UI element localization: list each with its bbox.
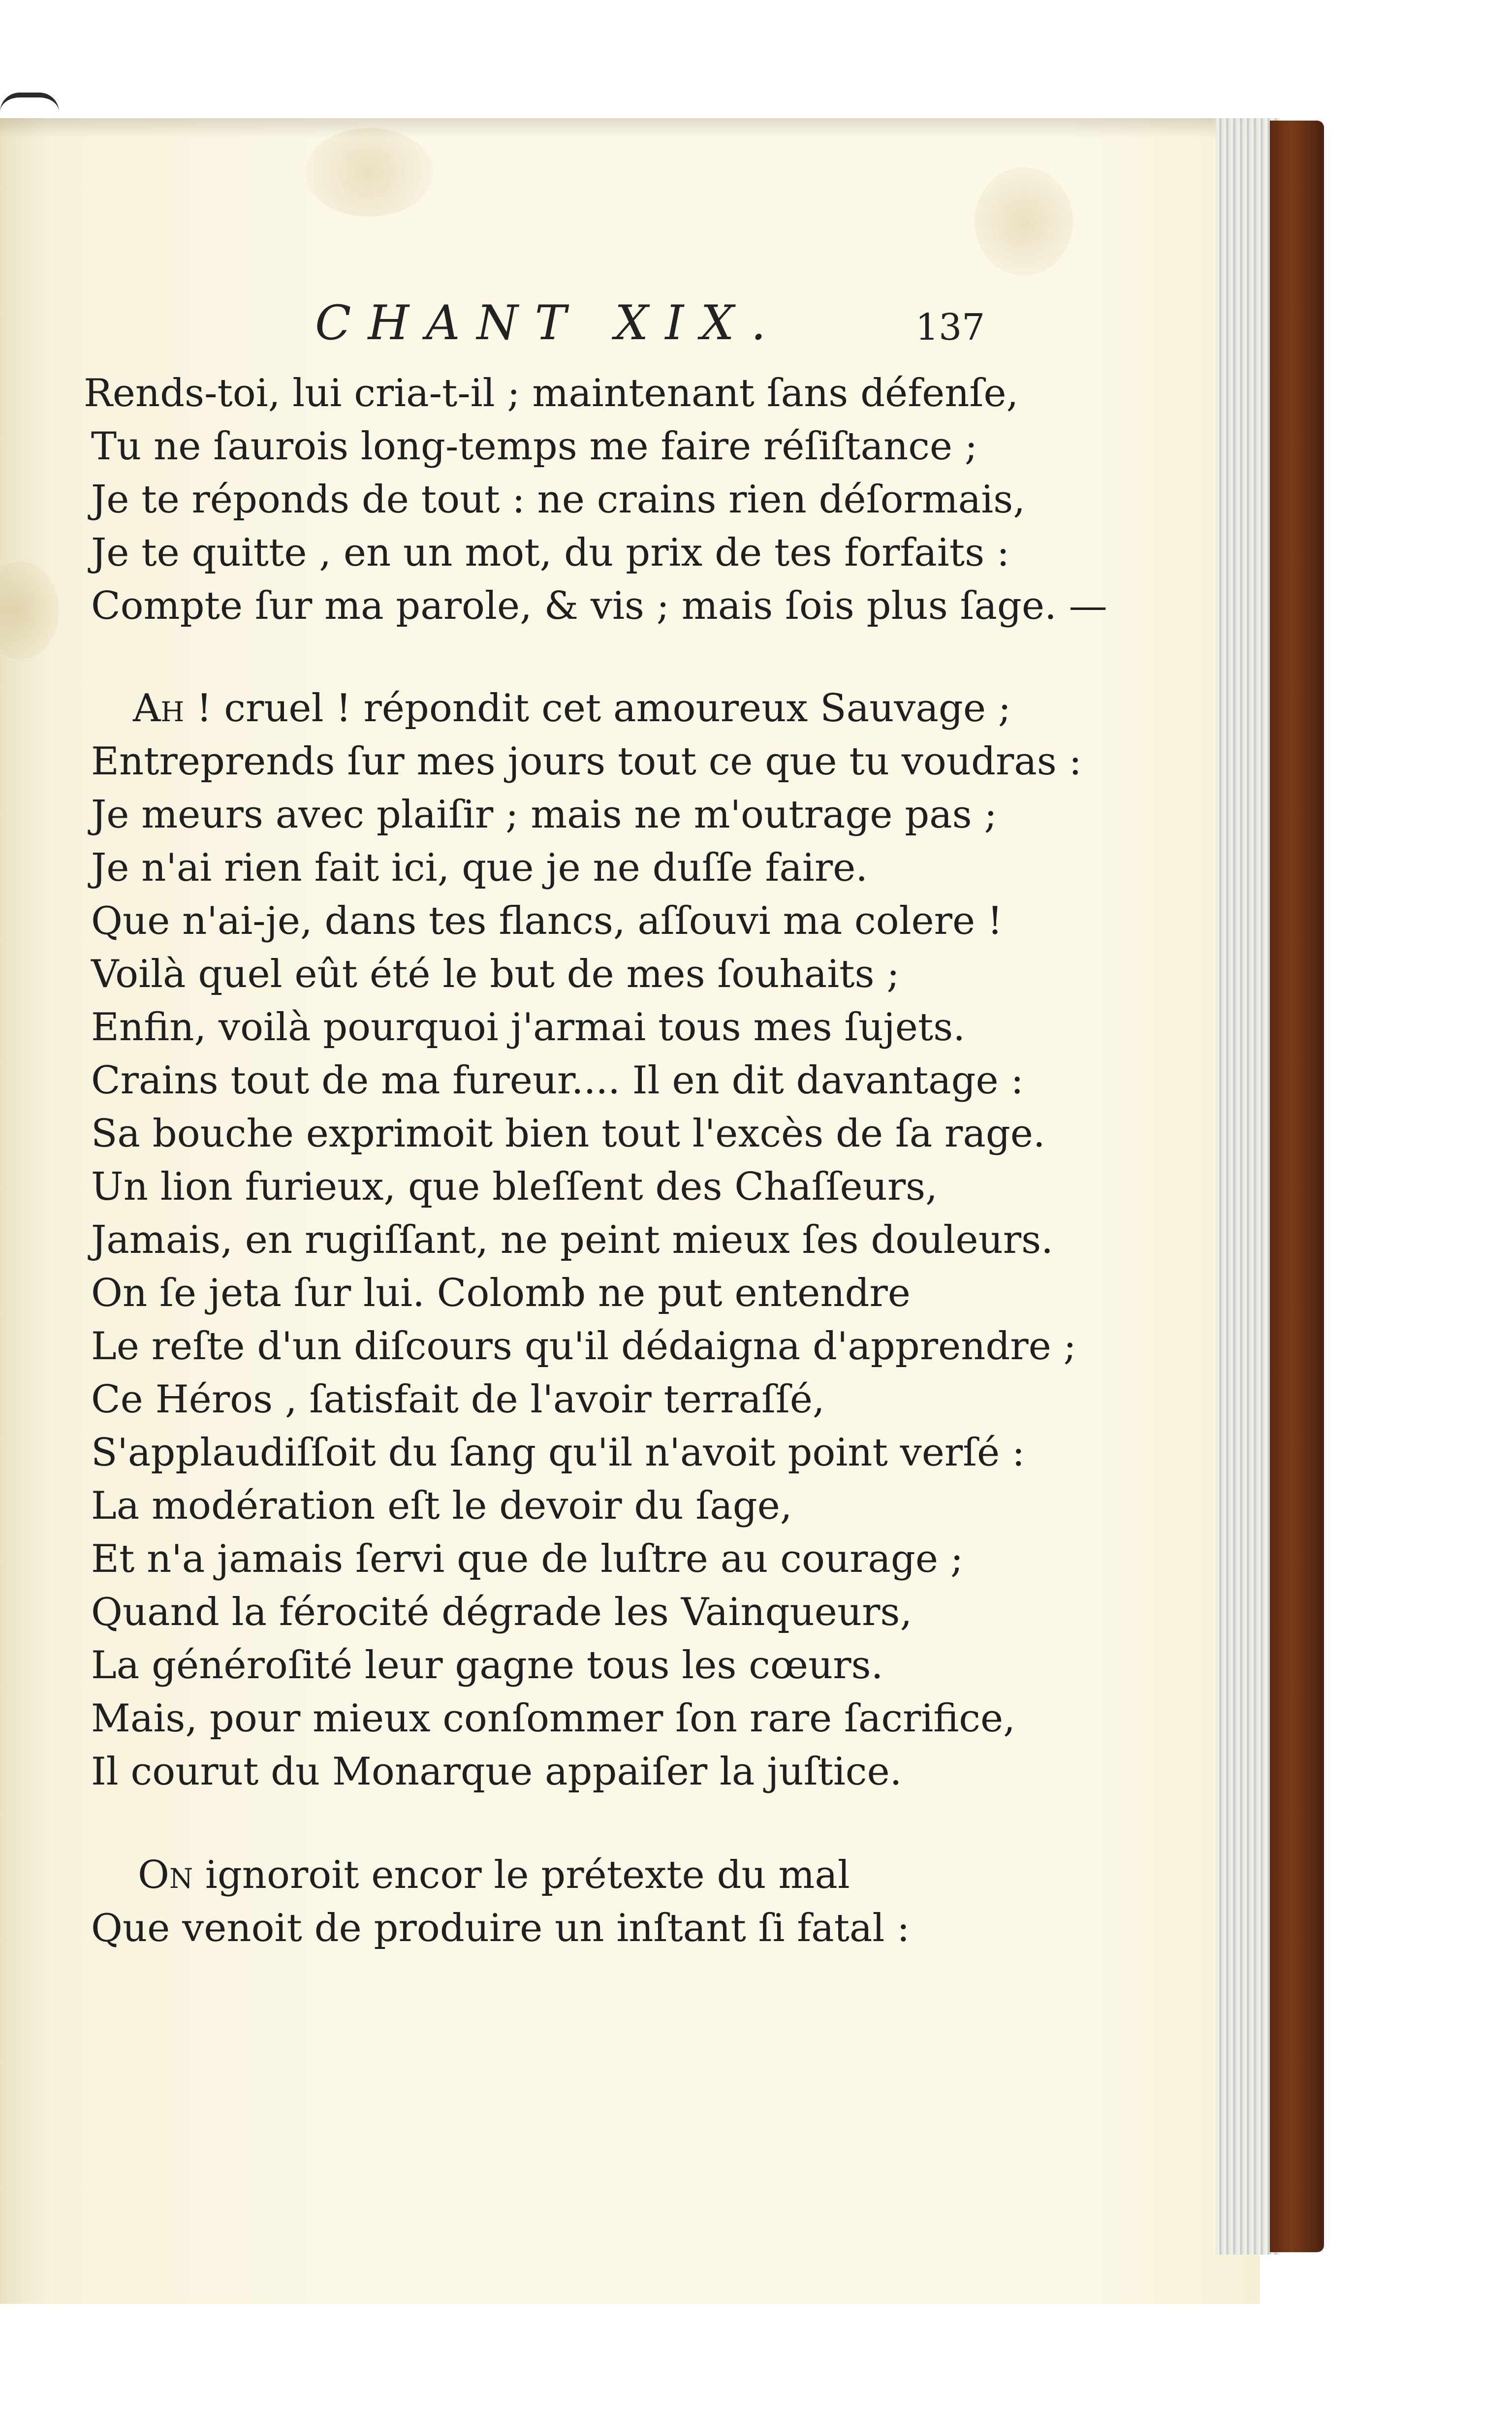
book-cover-edge	[1270, 121, 1324, 2252]
running-title: CHANT XIX.	[315, 295, 783, 351]
verse-line: La modération eſt le devoir du ſage,	[91, 1484, 792, 1528]
verse-line: Mais, pour mieux conſommer ſon rare ſacrifice,	[91, 1696, 1015, 1741]
verse-line: Quand la férocité dégrade les Vainqueurs,	[91, 1590, 913, 1634]
verse-line: Rends-toi, lui cria-t-il ; maintenant ſans défenſe,	[84, 371, 1019, 415]
page-stain	[975, 167, 1073, 276]
verse-line: Ce Héros , ſatisfait de l'avoir terraſſé,	[91, 1377, 825, 1422]
verse-line: Et n'a jamais ſervi que de luſtre au courage ;	[91, 1537, 964, 1581]
page-top-shadow	[0, 118, 1260, 138]
drop-word: Ah	[133, 686, 185, 731]
verse-line: Entreprends ſur mes jours tout ce que tu voudras :	[91, 739, 1082, 784]
verse-line: Je meurs avec plaiſir ; mais ne m'outrage pas ;	[91, 793, 997, 837]
page-stain	[0, 561, 59, 660]
verse-line: Sa bouche exprimoit bien tout l'excès de ſa rage.	[91, 1112, 1045, 1156]
verse-line: Crains tout de ma fureur.... Il en dit davantage :	[91, 1058, 1024, 1103]
verse-line: Je te quitte , en un mot, du prix de tes forfaits :	[91, 531, 1010, 575]
verse-line: Que n'ai-je, dans tes flancs, aſſouvi ma colere !	[91, 899, 1003, 943]
verse-line: Que venoit de produire un inſtant ſi fatal :	[91, 1906, 910, 1950]
verse-line: Le reſte d'un diſcours qu'il dédaigna d'apprendre ;	[91, 1324, 1076, 1369]
verse-line: Un lion furieux, que bleſſent des Chaſſeurs,	[91, 1165, 938, 1209]
verse-line: Enfin, voilà pourquoi j'armai tous mes ſujets.	[91, 1005, 966, 1050]
bookmark-ribbon	[0, 93, 59, 114]
page-number: 137	[915, 306, 985, 349]
verse-line	[138, 1853, 1221, 1897]
verse-line: Tu ne ſaurois long-temps me faire réſiſtance ;	[91, 424, 978, 469]
verse-line	[133, 686, 1216, 731]
verse-line: Jamais, en rugiſſant, ne peint mieux ſes douleurs.	[91, 1218, 1053, 1262]
verse-line: La généroſité leur gagne tous les cœurs.	[91, 1643, 883, 1688]
verse-line: Il courut du Monarque appaiſer la juſtice.	[91, 1750, 902, 1794]
verse-line: Compte ſur ma parole, & vis ; mais ſois plus ſage. —	[91, 584, 1107, 628]
verse-line: On ſe jeta ſur lui. Colomb ne put entendre	[91, 1271, 911, 1315]
verse-line: Je n'ai rien fait ici, que je ne duſſe faire.	[91, 846, 868, 890]
drop-word: On	[138, 1853, 193, 1897]
page-stain	[305, 128, 433, 217]
verse-line: Voilà quel eût été le but de mes ſouhaits ;	[91, 952, 900, 996]
verse-line: S'applaudiſſoit du ſang qu'il n'avoit point verſé :	[91, 1431, 1025, 1475]
verse-line: Je te réponds de tout : ne crains rien déſormais,	[91, 478, 1026, 522]
verse-line-rest: ignoroit encor le prétexte du mal	[193, 1853, 850, 1897]
verse-line-rest: ! cruel ! répondit cet amoureux Sauvage ;	[184, 686, 1011, 731]
